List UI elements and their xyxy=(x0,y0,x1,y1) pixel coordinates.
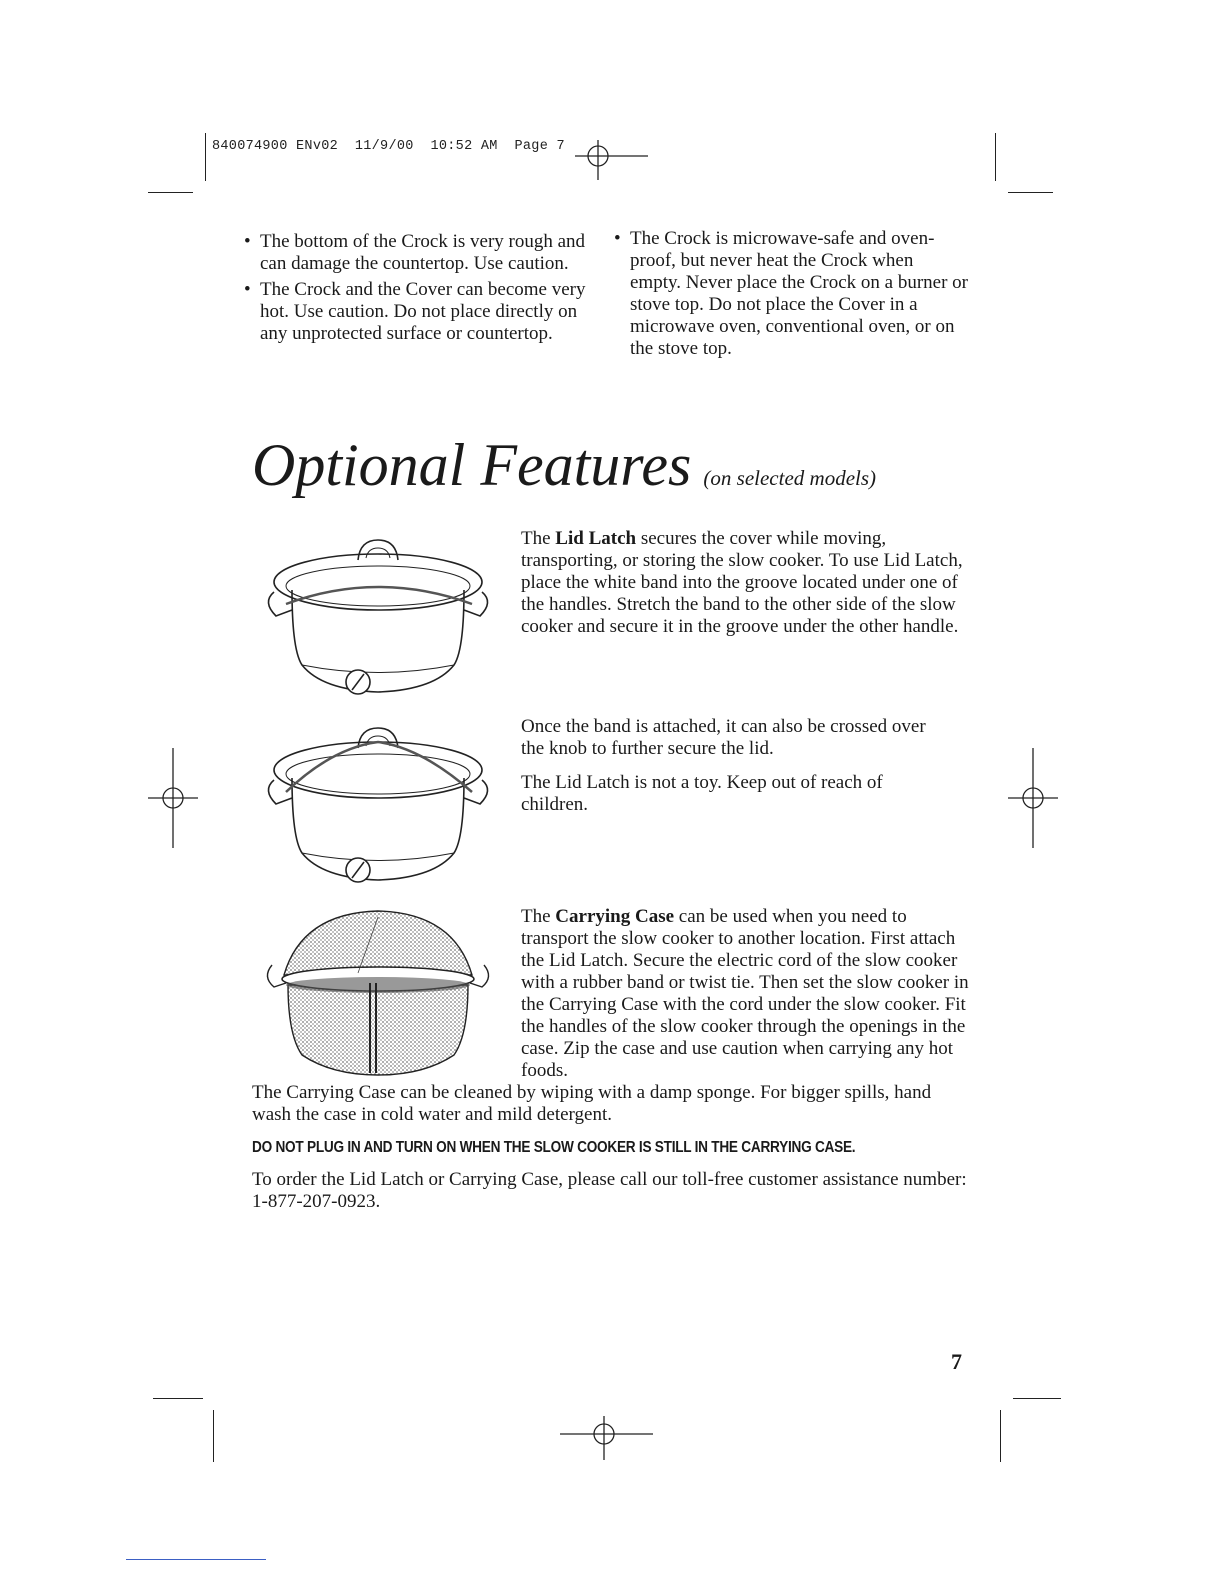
caution-list-left xyxy=(244,231,589,349)
caution-item: • The bottom of the Crock is very rough and can damage the countertop. Use caution. xyxy=(244,231,589,275)
crop-mark xyxy=(1013,1398,1061,1399)
lid-latch-term: Lid Latch xyxy=(555,528,637,549)
print-slug xyxy=(212,139,565,154)
registration-mark-icon xyxy=(148,748,200,848)
lid-latch-crossed xyxy=(521,716,951,828)
lid-latch-description xyxy=(521,528,966,650)
lid-latch-intro: The xyxy=(521,528,551,549)
registration-mark-icon xyxy=(560,1412,655,1462)
page-number: 7 xyxy=(951,1349,962,1374)
crop-mark xyxy=(126,1559,266,1560)
toy-warning-text: The Lid Latch is not a toy. Keep out of reach of children. xyxy=(521,772,883,815)
section-heading: Optional Features xyxy=(252,432,692,498)
crop-mark xyxy=(205,133,206,181)
carrying-case-description xyxy=(521,906,971,1094)
carrying-case-icon xyxy=(262,905,494,1077)
order-info xyxy=(252,1169,977,1225)
crop-mark xyxy=(213,1410,214,1462)
carrying-case-cleaning xyxy=(252,1082,972,1138)
crossed-latch-text: Once the band is attached, it can also be crossed over the knob to further secure the lid. xyxy=(521,716,926,759)
slug-date: 11/9/00 xyxy=(354,139,414,154)
registration-mark-icon xyxy=(1008,748,1060,848)
carrying-case-intro: The xyxy=(521,906,551,927)
crop-mark xyxy=(1008,192,1053,193)
crop-mark xyxy=(148,192,193,193)
caution-list-right xyxy=(614,228,969,364)
plug-warning: DO NOT PLUG IN AND TURN ON WHEN THE SLOW COOKER IS STILL IN THE CARRYING CASE. xyxy=(252,1139,856,1156)
carrying-case-term: Carrying Case xyxy=(555,906,675,927)
lid-latch-text: secures the cover while moving, transporting, or storing the slow cooker. To use Lid Latch, place the white band into the groove located under one of the handles. Stretch the band to the other side of the slow cooker and secure it in the groove under the other handle. xyxy=(521,528,963,637)
job-code: 840074900 ENv02 xyxy=(212,139,339,154)
section-subtitle: (on selected models) xyxy=(703,466,877,490)
cleaning-text: The Carrying Case can be cleaned by wiping with a damp sponge. For bigger spills, hand wash the case in cold water and mild detergent. xyxy=(252,1082,932,1125)
crop-mark xyxy=(1000,1410,1001,1462)
crop-mark xyxy=(153,1398,203,1399)
crop-mark xyxy=(995,133,996,181)
slug-page: Page 7 xyxy=(514,139,565,154)
caution-item: • The Crock and the Cover can become very hot. Use caution. Do not place directly on any unprotected surface or countertop. xyxy=(244,279,589,345)
slow-cooker-latch-icon xyxy=(262,530,494,700)
caution-item: • The Crock is microwave-safe and oven-proof, but never heat the Crock when empty. Never place the Crock on a burner or stove top. Do not place the Cover in a microwave oven, conventional oven, or on the stove top. xyxy=(614,228,969,360)
slow-cooker-crossed-latch-icon xyxy=(262,718,494,888)
section-title xyxy=(252,430,876,513)
carrying-case-text: can be used when you need to transport the slow cooker to another location. First attach the Lid Latch. Secure the electric cord of the slow cooker with a rubber band or twist tie. Then set the slow cooker in the Carrying Case with the cord under the slow cooker. Fit the handles of the slow cooker through the openings in the case. Zip the case and use caution when carrying any hot foods. xyxy=(521,906,969,1081)
order-info-text: To order the Lid Latch or Carrying Case, please call our toll-free customer assistance number: 1-877-207-0923. xyxy=(252,1169,967,1212)
slug-time: 10:52 AM xyxy=(430,139,498,154)
registration-mark-icon xyxy=(575,132,650,182)
